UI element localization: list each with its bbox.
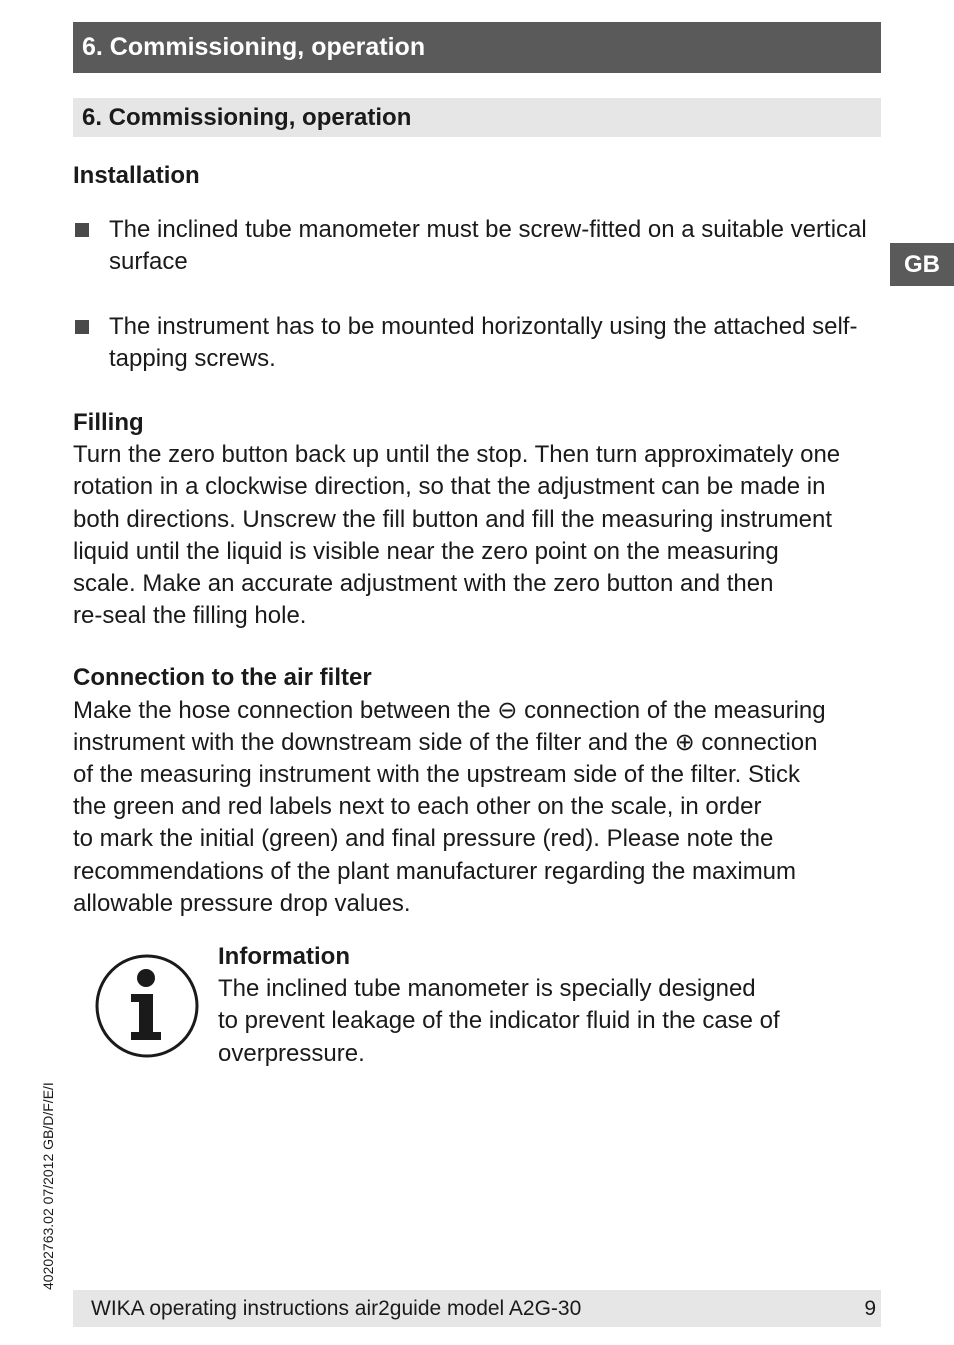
- connection-line: the green and red labels next to each other on the scale, in order: [73, 793, 762, 821]
- installation-heading: Installation: [73, 162, 200, 189]
- connection-line: of the measuring instrument with the upstream side of the filter. Stick: [73, 761, 801, 789]
- connection-section: [73, 662, 878, 920]
- filling-heading: Filling: [73, 409, 144, 437]
- list-item: [73, 311, 878, 375]
- information-line: to prevent leakage of the indicator fluid in the case of: [218, 1007, 780, 1035]
- chapter-header: [73, 22, 881, 73]
- filling-section: [73, 407, 878, 632]
- information-text: [218, 941, 858, 1070]
- information-line: The inclined tube manometer is specially designed: [218, 975, 756, 1003]
- page-footer: [73, 1290, 881, 1327]
- info-icon: [93, 952, 201, 1060]
- filling-line: Turn the zero button back up until the stop. Then turn approximately one: [73, 441, 841, 469]
- bullet-text: The instrument has to be mounted horizontally using the attached self-tapping screws.: [109, 312, 858, 372]
- document-code: 40202763.02 07/2012 GB/D/F/E/I: [40, 1082, 56, 1290]
- bullet-text: The inclined tube manometer must be screw-fitted on a suitable vertical surface: [109, 216, 867, 276]
- connection-line: instrument with the downstream side of the filter and the ⊕ connection: [73, 728, 818, 756]
- list-item: [73, 214, 878, 278]
- connection-line: recommendations of the plant manufacturer regarding the maximum: [73, 857, 797, 885]
- chapter-title: 6. Commissioning, operation: [82, 33, 426, 61]
- connection-heading: Connection to the air filter: [73, 664, 372, 692]
- filling-line: both directions. Unscrew the fill button and fill the measuring instrument: [73, 505, 833, 533]
- section-title: 6. Commissioning, operation: [82, 104, 412, 131]
- installation-list: [73, 214, 878, 375]
- square-bullet-icon: [75, 320, 89, 334]
- footer-title: WIKA operating instructions air2guide model A2G-30: [91, 1297, 582, 1320]
- main-content: [73, 160, 878, 920]
- square-bullet-icon: [75, 223, 89, 237]
- filling-line: scale. Make an accurate adjustment with the zero button and then: [73, 570, 774, 598]
- information-heading: Information: [218, 943, 350, 970]
- filling-line: rotation in a clockwise direction, so that the adjustment can be made in: [73, 473, 826, 501]
- connection-line: allowable pressure drop values.: [73, 889, 411, 917]
- section-header: [73, 98, 881, 137]
- language-tab-gb: GB: [890, 243, 954, 286]
- page-number: 9: [864, 1297, 876, 1320]
- information-line: overpressure.: [218, 1039, 365, 1067]
- filling-line: liquid until the liquid is visible near the zero point on the measuring: [73, 537, 779, 565]
- connection-line: to mark the initial (green) and final pressure (red). Please note the: [73, 825, 774, 853]
- information-box: [93, 941, 883, 1071]
- filling-line: re-seal the filling hole.: [73, 602, 307, 630]
- connection-line: Make the hose connection between the ⊖ connection of the measuring: [73, 696, 826, 724]
